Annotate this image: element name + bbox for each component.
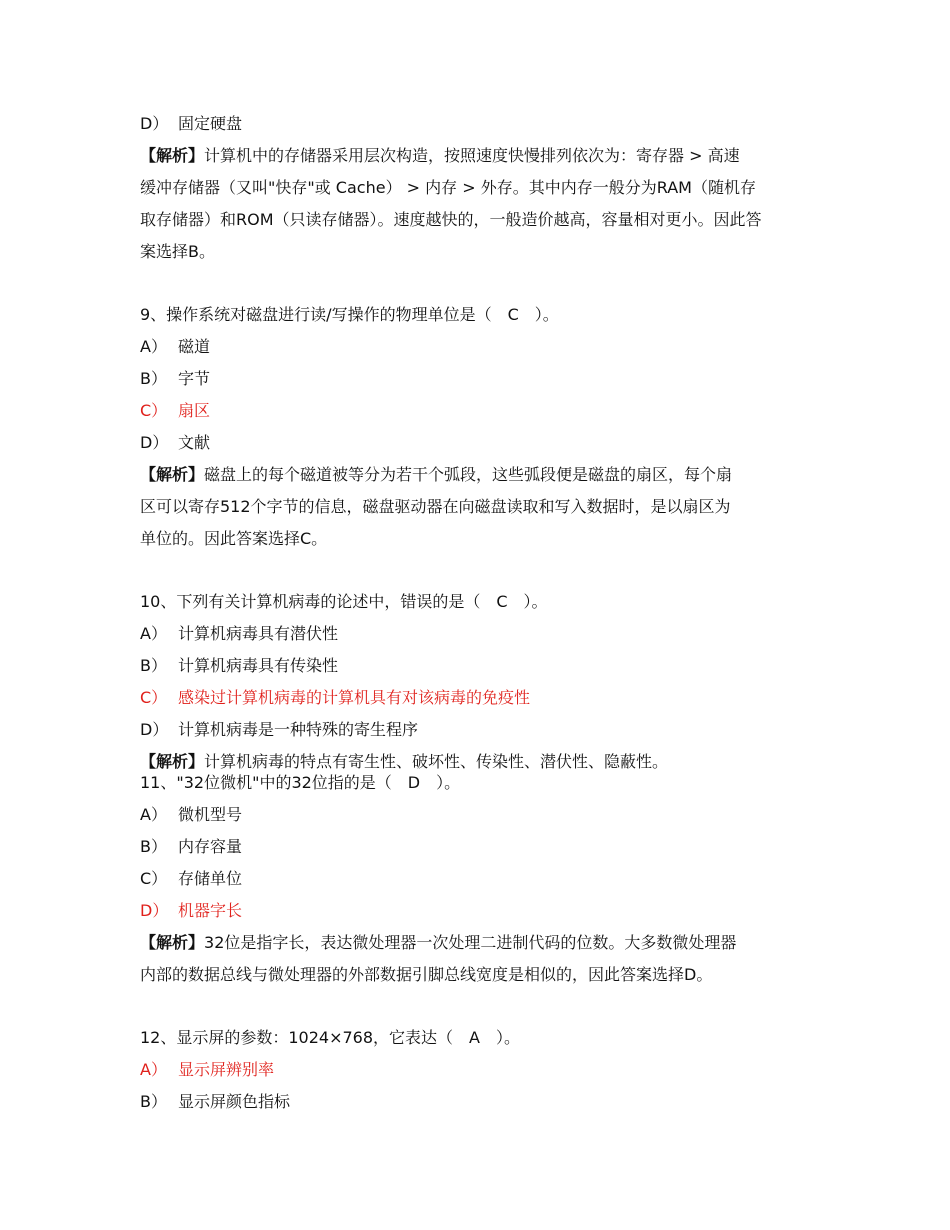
- q8-analysis-line-4: 案选择B。: [140, 242, 215, 261]
- q8-analysis-line-2: 缓冲存储器（又叫"快存"或 Cache） > 内存 > 外存。其中内存一般分为RAM（随机存: [140, 178, 756, 197]
- q10-option-d: D） 计算机病毒是一种特殊的寄生程序: [140, 720, 419, 739]
- q9-stem: 9、操作系统对磁盘进行读/写操作的物理单位是（ C ）。: [140, 305, 559, 324]
- q9-analysis-line-2: 区可以寄存512个字节的信息，磁盘驱动器在向磁盘读取和写入数据时，是以扇区为: [140, 497, 731, 516]
- q11-analysis-line-2: 内部的数据总线与微处理器的外部数据引脚总线宽度是相似的，因此答案选择D。: [140, 965, 713, 984]
- q11-option-d-answer: D） 机器字长: [140, 901, 243, 920]
- q12-option-b: B） 显示屏颜色指标: [140, 1092, 291, 1111]
- q9-option-a: A） 磁道: [140, 337, 211, 356]
- analysis-tag: 【解析】: [140, 752, 205, 771]
- q11-option-c: C） 存储单位: [140, 869, 243, 888]
- q10-stem: 10、下列有关计算机病毒的论述中，错误的是（ C ）。: [140, 592, 548, 611]
- q9-analysis-line-1: 【解析】磁盘上的每个磁道被等分为若干个弧段，这些弧段便是磁盘的扇区，每个扇: [140, 465, 733, 484]
- q9-option-b: B） 字节: [140, 369, 211, 388]
- q12-option-a-answer: A） 显示屏辨别率: [140, 1060, 275, 1079]
- analysis-tag: 【解析】: [140, 465, 205, 484]
- q11-stem: 11、"32位微机"中的32位指的是（ D ）。: [140, 773, 461, 792]
- analysis-tag: 【解析】: [140, 146, 205, 165]
- q11-option-a: A） 微机型号: [140, 805, 243, 824]
- q12-stem: 12、显示屏的参数：1024×768，它表达（ A ）。: [140, 1028, 520, 1047]
- q10-option-a: A） 计算机病毒具有潜伏性: [140, 624, 339, 643]
- q10-analysis-line-1: 【解析】计算机病毒的特点有寄生性、破坏性、传染性、潜伏性、隐蔽性。: [140, 752, 669, 771]
- analysis-tag: 【解析】: [140, 933, 205, 952]
- q10-option-b: B） 计算机病毒具有传染性: [140, 656, 339, 675]
- q9-option-c-answer: C） 扇区: [140, 401, 211, 420]
- q8-analysis-line-3: 取存储器）和ROM（只读存储器）。速度越快的，一般造价越高，容量相对更小。因此答: [140, 210, 762, 229]
- q8-analysis-line-1: 【解析】计算机中的存储器采用层次构造，按照速度快慢排列依次为：寄存器 > 高速: [140, 146, 740, 165]
- q10-option-c-answer: C） 感染过计算机病毒的计算机具有对该病毒的免疫性: [140, 688, 531, 707]
- q11-analysis-line-1: 【解析】32位是指字长，表达微处理器一次处理二进制代码的位数。大多数微处理器: [140, 933, 737, 952]
- q9-analysis-line-3: 单位的。因此答案选择C。: [140, 529, 328, 548]
- q9-option-d: D） 文献: [140, 433, 211, 452]
- q8-option-d: D） 固定硬盘: [140, 114, 243, 133]
- q11-option-b: B） 内存容量: [140, 837, 243, 856]
